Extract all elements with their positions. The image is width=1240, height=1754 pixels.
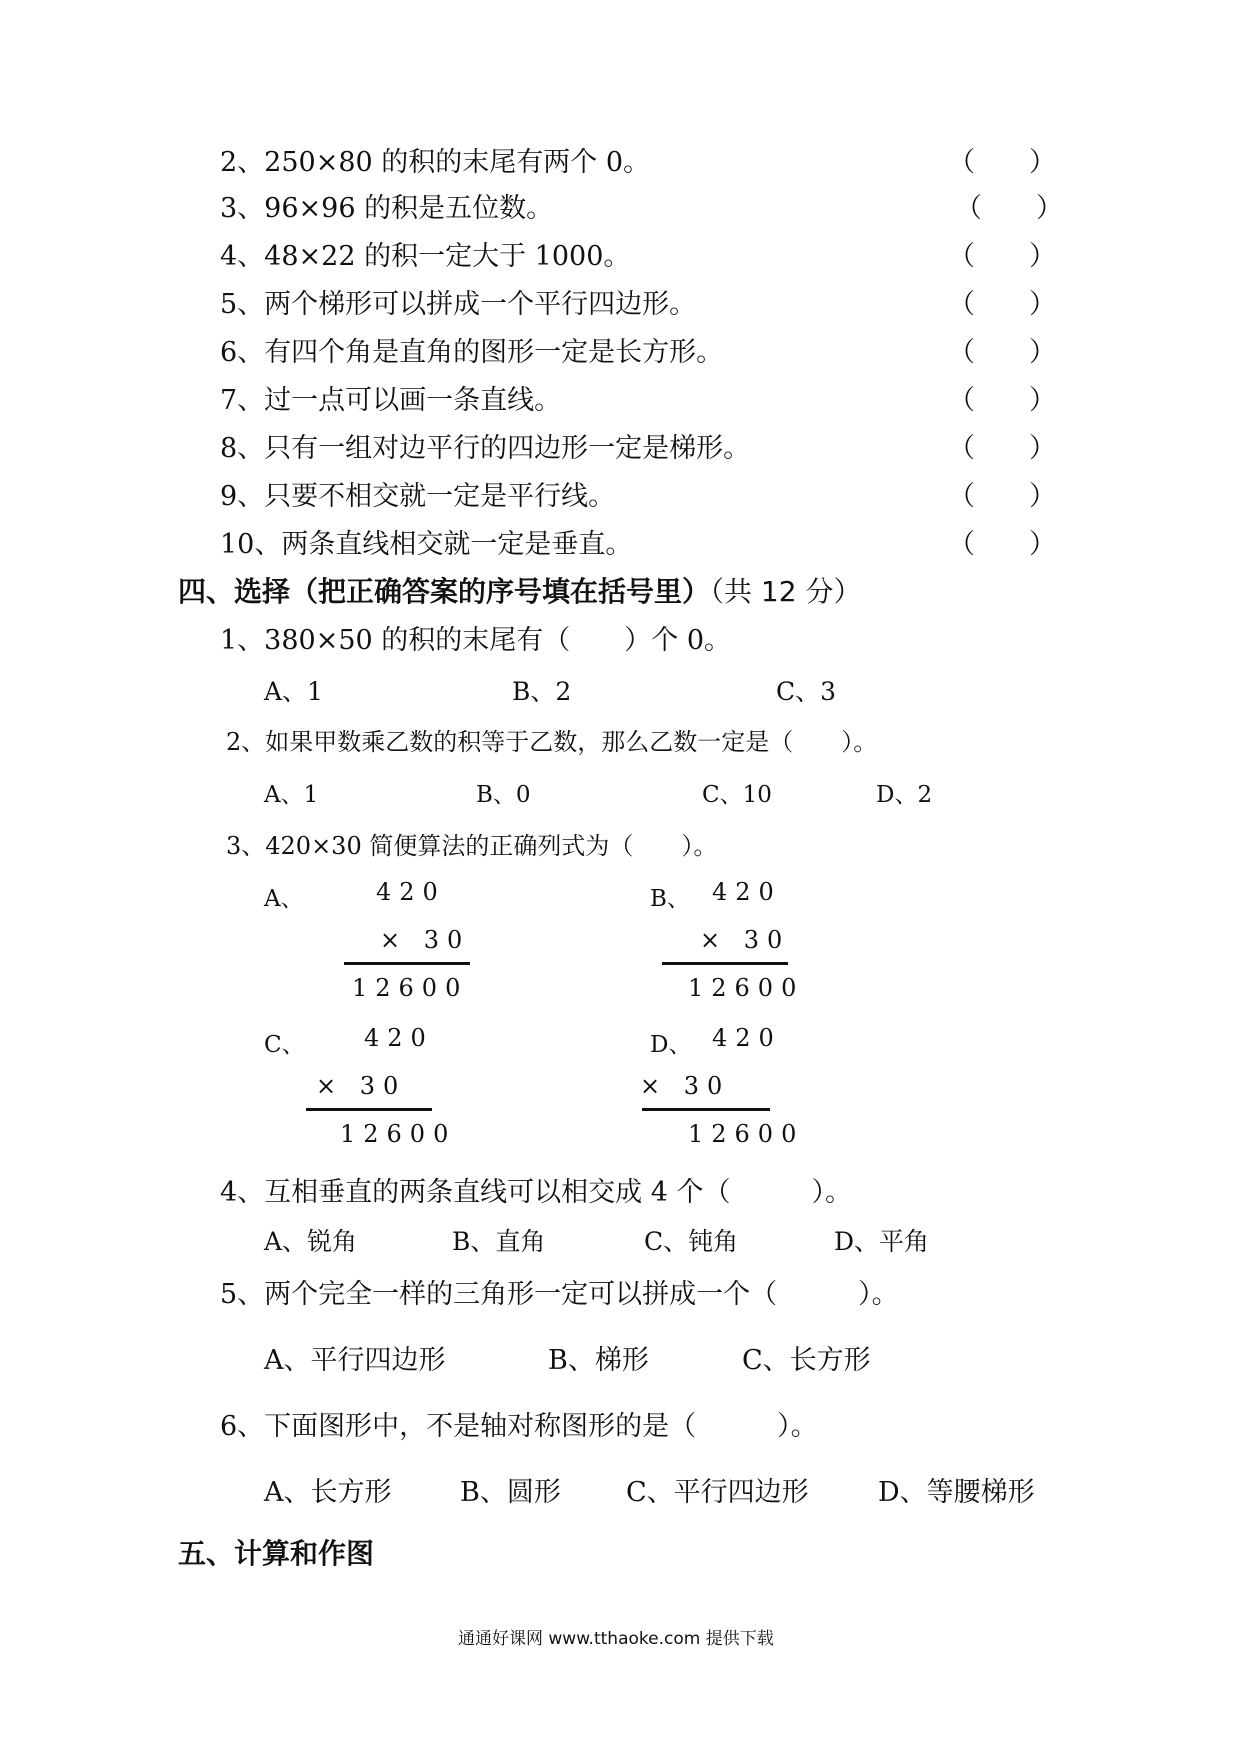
- calc-result: 12600: [688, 1120, 805, 1148]
- option-a[interactable]: A、平行四边形: [264, 1345, 446, 1376]
- option-a[interactable]: A、锐角: [264, 1227, 358, 1256]
- answer-blank[interactable]: （ ）: [948, 289, 1056, 320]
- option-c[interactable]: C、钝角: [644, 1227, 739, 1256]
- section-heading-4: [178, 570, 861, 610]
- option-d[interactable]: D、: [650, 1032, 692, 1058]
- option-b[interactable]: B、梯形: [548, 1345, 649, 1376]
- question-4: 4、互相垂直的两条直线可以相交成 4 个（ ）。: [220, 1177, 853, 1208]
- calc-rule: [662, 962, 788, 965]
- tf-item-9: 9、只要不相交就一定是平行线。: [220, 481, 616, 512]
- tf-item-8: 8、只有一组对边平行的四边形一定是梯形。: [220, 433, 751, 464]
- question-5: 5、两个完全一样的三角形一定可以拼成一个（ ）。: [220, 1279, 899, 1310]
- option-d[interactable]: D、2: [876, 782, 933, 808]
- option-c[interactable]: C、10: [702, 782, 772, 808]
- calc-rule: [344, 962, 470, 965]
- footer-watermark: 通通好课网 www.tthaoke.com 提供下载: [458, 1629, 774, 1649]
- section-heading-5: 五、计算和作图: [178, 1537, 375, 1570]
- option-a[interactable]: A、长方形: [264, 1477, 392, 1508]
- tf-item-5: 5、两个梯形可以拼成一个平行四边形。: [220, 289, 697, 320]
- answer-blank[interactable]: （ ）: [948, 529, 1056, 560]
- calc-top-number: 420: [376, 878, 446, 906]
- answer-blank[interactable]: （ ）: [948, 481, 1056, 512]
- calc-multiplier: × 30: [700, 926, 791, 954]
- answer-blank[interactable]: （ ）: [955, 193, 1063, 224]
- section-score-note: （共 12 分）: [710, 575, 862, 608]
- calc-result: 12600: [352, 974, 469, 1002]
- answer-blank[interactable]: （ ）: [948, 241, 1056, 272]
- option-b[interactable]: B、0: [476, 782, 531, 808]
- option-c[interactable]: C、: [264, 1032, 305, 1058]
- question-1: 1、380×50 的积的末尾有（ ）个 0。: [220, 625, 732, 656]
- tf-item-3: 3、96×96 的积是五位数。: [220, 193, 554, 224]
- option-c[interactable]: C、长方形: [742, 1345, 871, 1376]
- tf-item-7: 7、过一点可以画一条直线。: [220, 385, 562, 416]
- answer-blank[interactable]: （ ）: [948, 385, 1056, 416]
- option-c[interactable]: C、3: [776, 677, 837, 706]
- calc-top-number: 420: [712, 878, 782, 906]
- option-a[interactable]: A、1: [264, 677, 323, 706]
- option-d[interactable]: D、等腰梯形: [878, 1477, 1035, 1508]
- answer-blank[interactable]: （ ）: [948, 433, 1056, 464]
- option-b[interactable]: B、圆形: [460, 1477, 561, 1508]
- option-b[interactable]: B、2: [512, 677, 572, 706]
- tf-item-10: 10、两条直线相交就一定是垂直。: [220, 529, 633, 560]
- question-3: 3、420×30 简便算法的正确列式为（ ）。: [226, 832, 718, 860]
- section-title: 四、选择（把正确答案的序号填在括号里）: [178, 575, 711, 608]
- calc-top-number: 420: [364, 1024, 434, 1052]
- option-c[interactable]: C、平行四边形: [626, 1477, 809, 1508]
- answer-blank[interactable]: （ ）: [948, 337, 1056, 368]
- question-6: 6、下面图形中，不是轴对称图形的是（ ）。: [220, 1411, 818, 1442]
- calc-top-number: 420: [712, 1024, 782, 1052]
- option-a[interactable]: A、1: [264, 782, 319, 808]
- calc-multiplier: × 30: [640, 1072, 731, 1100]
- answer-blank[interactable]: （ ）: [948, 147, 1056, 178]
- calc-rule: [306, 1108, 432, 1111]
- calc-multiplier: × 30: [380, 926, 471, 954]
- calc-rule: [642, 1108, 770, 1111]
- calc-multiplier: × 30: [316, 1072, 407, 1100]
- option-b[interactable]: B、: [650, 886, 690, 912]
- option-b[interactable]: B、直角: [452, 1227, 546, 1256]
- option-d[interactable]: D、平角: [834, 1227, 930, 1256]
- question-2: 2、如果甲数乘乙数的积等于乙数，那么乙数一定是（ ）。: [226, 728, 878, 756]
- tf-item-4: 4、48×22 的积一定大于 1000。: [220, 241, 631, 272]
- tf-item-6: 6、有四个角是直角的图形一定是长方形。: [220, 337, 724, 368]
- calc-result: 12600: [688, 974, 805, 1002]
- tf-item-2: 2、250×80 的积的末尾有两个 0。: [220, 147, 651, 178]
- calc-result: 12600: [340, 1120, 457, 1148]
- option-a[interactable]: A、: [264, 886, 304, 912]
